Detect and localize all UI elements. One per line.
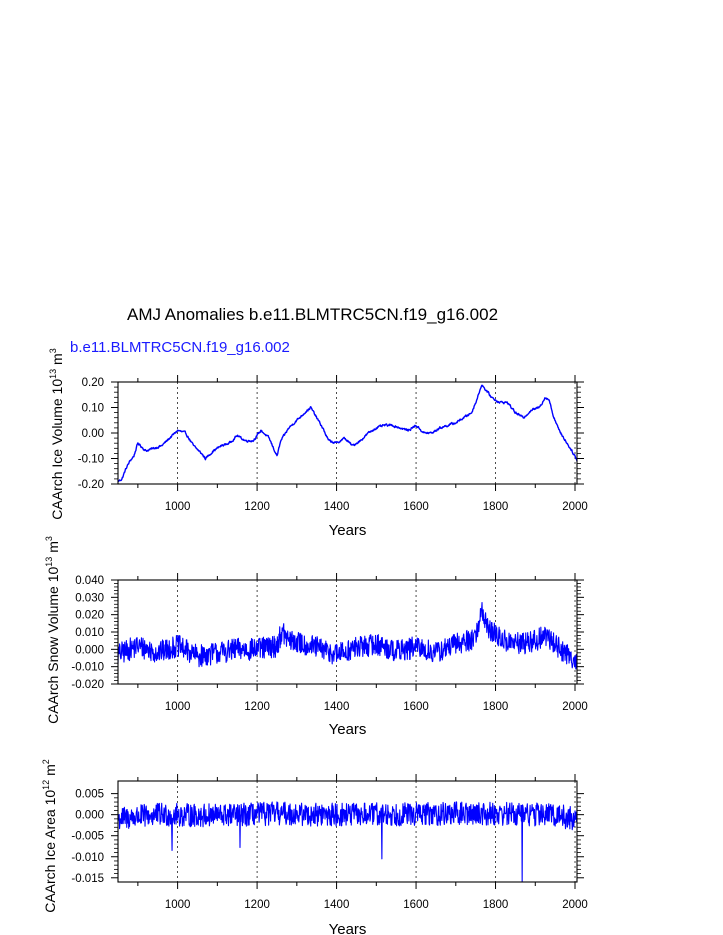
x-tick-label: 1000	[164, 501, 191, 513]
chart-title: AMJ Anomalies b.e11.BLMTRC5CN.f19_g16.002	[127, 305, 499, 324]
y-tick-label: 0.020	[75, 609, 104, 622]
x-tick-label: 1600	[403, 899, 429, 911]
x-tick-label: 1800	[482, 501, 509, 513]
x-tick-label: 1200	[244, 501, 270, 513]
series-line	[118, 802, 577, 882]
x-tick-label: 1000	[164, 899, 191, 911]
y-tick-label: 0.00	[81, 428, 104, 440]
y-tick-label: 0.000	[75, 644, 104, 657]
y-tick-label: -0.10	[77, 453, 104, 466]
y-tick-label: 0.10	[81, 402, 104, 415]
y-tick-label: -0.015	[71, 872, 104, 885]
x-axis-title: Years	[328, 721, 367, 738]
x-axis-title: Years	[328, 921, 367, 935]
x-tick-label: 1600	[403, 501, 429, 513]
x-tick-label: 1400	[323, 501, 350, 513]
plot-panel-3	[41, 759, 588, 935]
plot-frame	[118, 382, 577, 484]
y-tick-label: 0.20	[81, 377, 104, 389]
y-tick-label: -0.020	[71, 679, 104, 691]
x-tick-label: 2000	[562, 501, 588, 513]
x-axis-title: Years	[328, 522, 367, 539]
x-tick-label: 1200	[244, 899, 270, 911]
y-tick-label: -0.010	[71, 851, 104, 864]
y-axis-title: CAArch Snow Volume $10^{13}$ $m^3$	[44, 536, 61, 724]
x-tick-label: 1400	[323, 899, 350, 911]
y-axis-title: CAArch Ice Volume $10^{13}$ $m^3$	[48, 348, 65, 520]
series-line	[118, 603, 577, 669]
x-tick-label: 2000	[562, 899, 588, 911]
y-tick-label: 0.005	[75, 788, 104, 801]
x-tick-label: 1600	[403, 701, 429, 713]
y-tick-label: -0.005	[71, 830, 104, 843]
x-tick-label: 1000	[164, 701, 191, 713]
plot-panel-1	[48, 348, 588, 539]
x-tick-label: 1400	[323, 701, 350, 713]
y-tick-label: 0.000	[75, 809, 104, 822]
case-label: b.e11.BLMTRC5CN.f19_g16.002	[70, 339, 290, 356]
y-tick-label: 0.030	[75, 592, 104, 605]
y-tick-label: -0.20	[77, 479, 104, 491]
x-tick-label: 2000	[562, 701, 588, 713]
series-line	[118, 385, 577, 481]
y-tick-label: -0.010	[71, 661, 104, 674]
x-tick-label: 1200	[244, 701, 270, 713]
x-tick-label: 1800	[482, 899, 509, 911]
y-axis-title: CAArch Ice Area $10^{12}$ $m^2$	[41, 759, 58, 913]
plot-panel-2	[44, 536, 588, 738]
y-tick-label: 0.040	[75, 575, 104, 587]
plot-frame	[118, 580, 577, 684]
plot-frame	[118, 781, 577, 882]
x-tick-label: 1800	[482, 701, 509, 713]
y-tick-label: 0.010	[75, 627, 104, 639]
